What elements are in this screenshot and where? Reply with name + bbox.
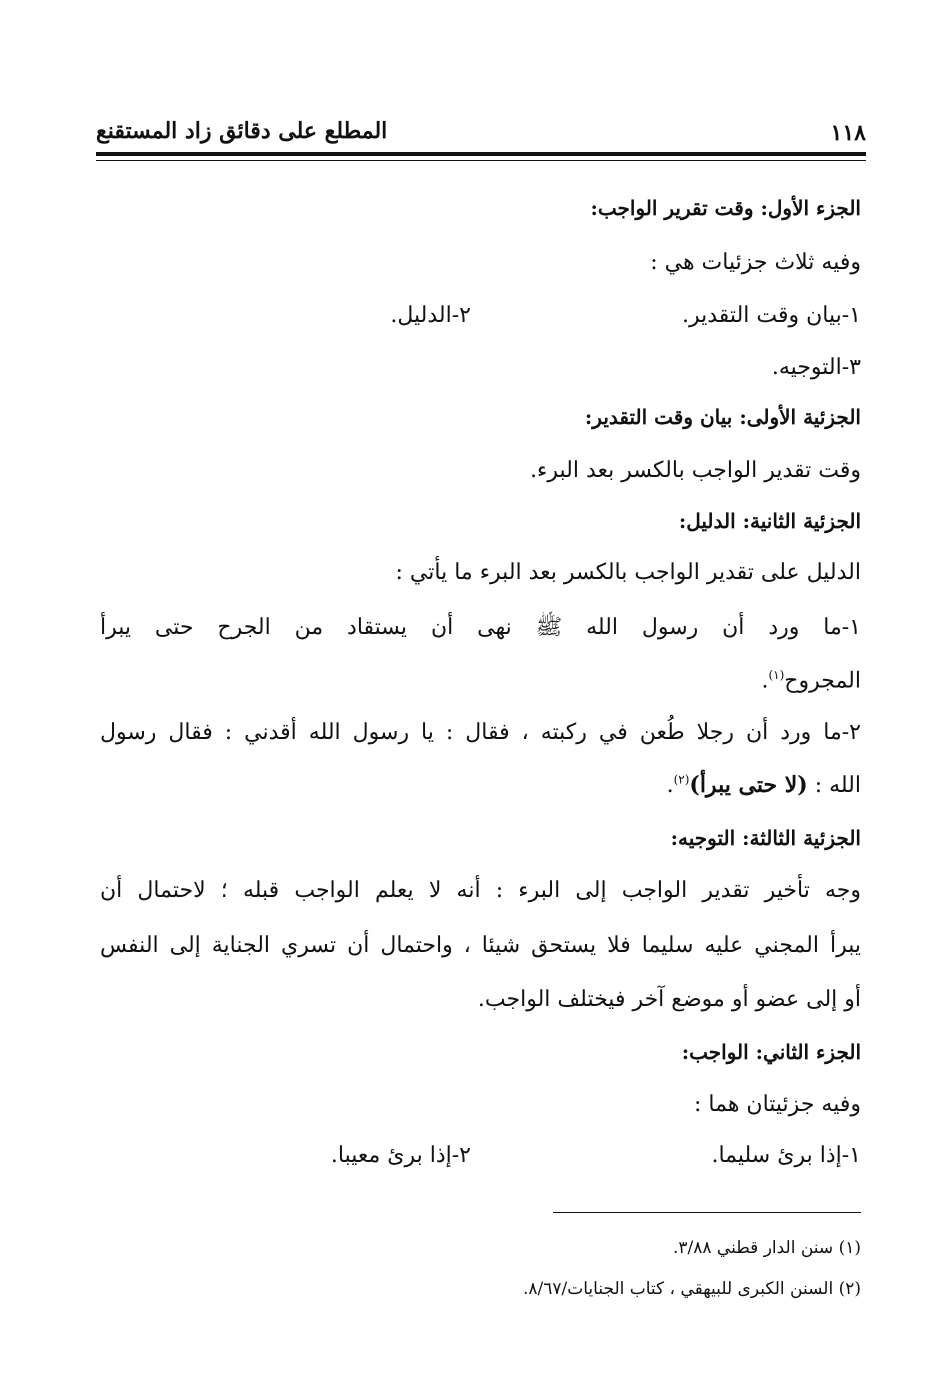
- sub2-intro: الدليل على تقدير الواجب بالكسر بعد البرء ما يأتي :: [395, 560, 861, 585]
- footnote-1: (١) سنن الدار قطني ٣/٨٨.: [672, 1238, 861, 1258]
- part1-item-1: ١-بيان وقت التقدير.: [682, 303, 861, 328]
- hadith-quote: (لا حتى يبرأ): [689, 772, 808, 798]
- evidence-2-line-1: ٢-ما ورد أن رجلا طُعن في ركبته ، فقال : يا رسول الله أقدني : فقال رسول: [100, 720, 861, 745]
- sub3-line-1: وجه تأخير تقدير الواجب إلى البرء : أنه لا يعلم الواجب قبله ؛ لاحتمال أن: [100, 878, 861, 903]
- footnote-ref-2: (٢): [673, 772, 690, 787]
- sub1-heading: الجزئية الأولى: بيان وقت التقدير:: [584, 405, 861, 429]
- footnote-separator: [553, 1212, 861, 1213]
- part1-item-2: ٢-الدليل.: [390, 303, 471, 328]
- sub3-heading: الجزئية الثالثة: التوجيه:: [670, 826, 861, 850]
- part2-intro: وفيه جزئيتان هما :: [694, 1092, 861, 1117]
- evidence-1-line-2: [761, 668, 861, 693]
- running-title: المطلع على دقائق زاد المستقنع: [96, 118, 388, 144]
- part1-heading: الجزء الأول: وقت تقرير الواجب:: [590, 196, 861, 220]
- evidence-1-period: .: [761, 668, 769, 694]
- sub1-text: وقت تقدير الواجب بالكسر بعد البرء.: [530, 458, 861, 483]
- part1-item-3: ٣-التوجيه.: [771, 355, 861, 380]
- evidence-1-word: المجروح: [784, 668, 861, 694]
- evidence-2-line-2: [667, 772, 861, 798]
- part2-item-1: ١-إذا برئ سليما.: [711, 1143, 861, 1168]
- sub3-line-3: أو إلى عضو أو موضع آخر فيختلف الواجب.: [477, 987, 861, 1012]
- footnote-ref-1: (١): [768, 668, 785, 682]
- page-number: ١١٨: [830, 120, 866, 146]
- evidence-1-line-1: ١-ما ورد أن رسول الله ﷺ نهى أن يستقاد من الجرح حتى يبرأ: [100, 615, 861, 640]
- sub2-heading: الجزئية الثانية: الدليل:: [678, 509, 861, 533]
- evidence-2-period: .: [666, 773, 674, 798]
- sub3-line-2: يبرأ المجني عليه سليما فلا يستحق شيئا ، واحتمال أن تسري الجناية إلى النفس: [100, 933, 861, 958]
- header-rule-thick: [96, 152, 866, 156]
- header-rule-thin: [96, 160, 866, 161]
- evidence-2-prefix: الله :: [814, 773, 861, 798]
- part2-item-2: ٢-إذا برئ معيبا.: [330, 1143, 471, 1168]
- part1-intro: وفيه ثلاث جزئيات هي :: [650, 250, 861, 275]
- footnote-2: (٢) السنن الكبرى للبيهقي ، كتاب الجنايات/٨/٦٧.: [522, 1279, 861, 1299]
- part2-heading: الجزء الثاني: الواجب:: [681, 1040, 861, 1064]
